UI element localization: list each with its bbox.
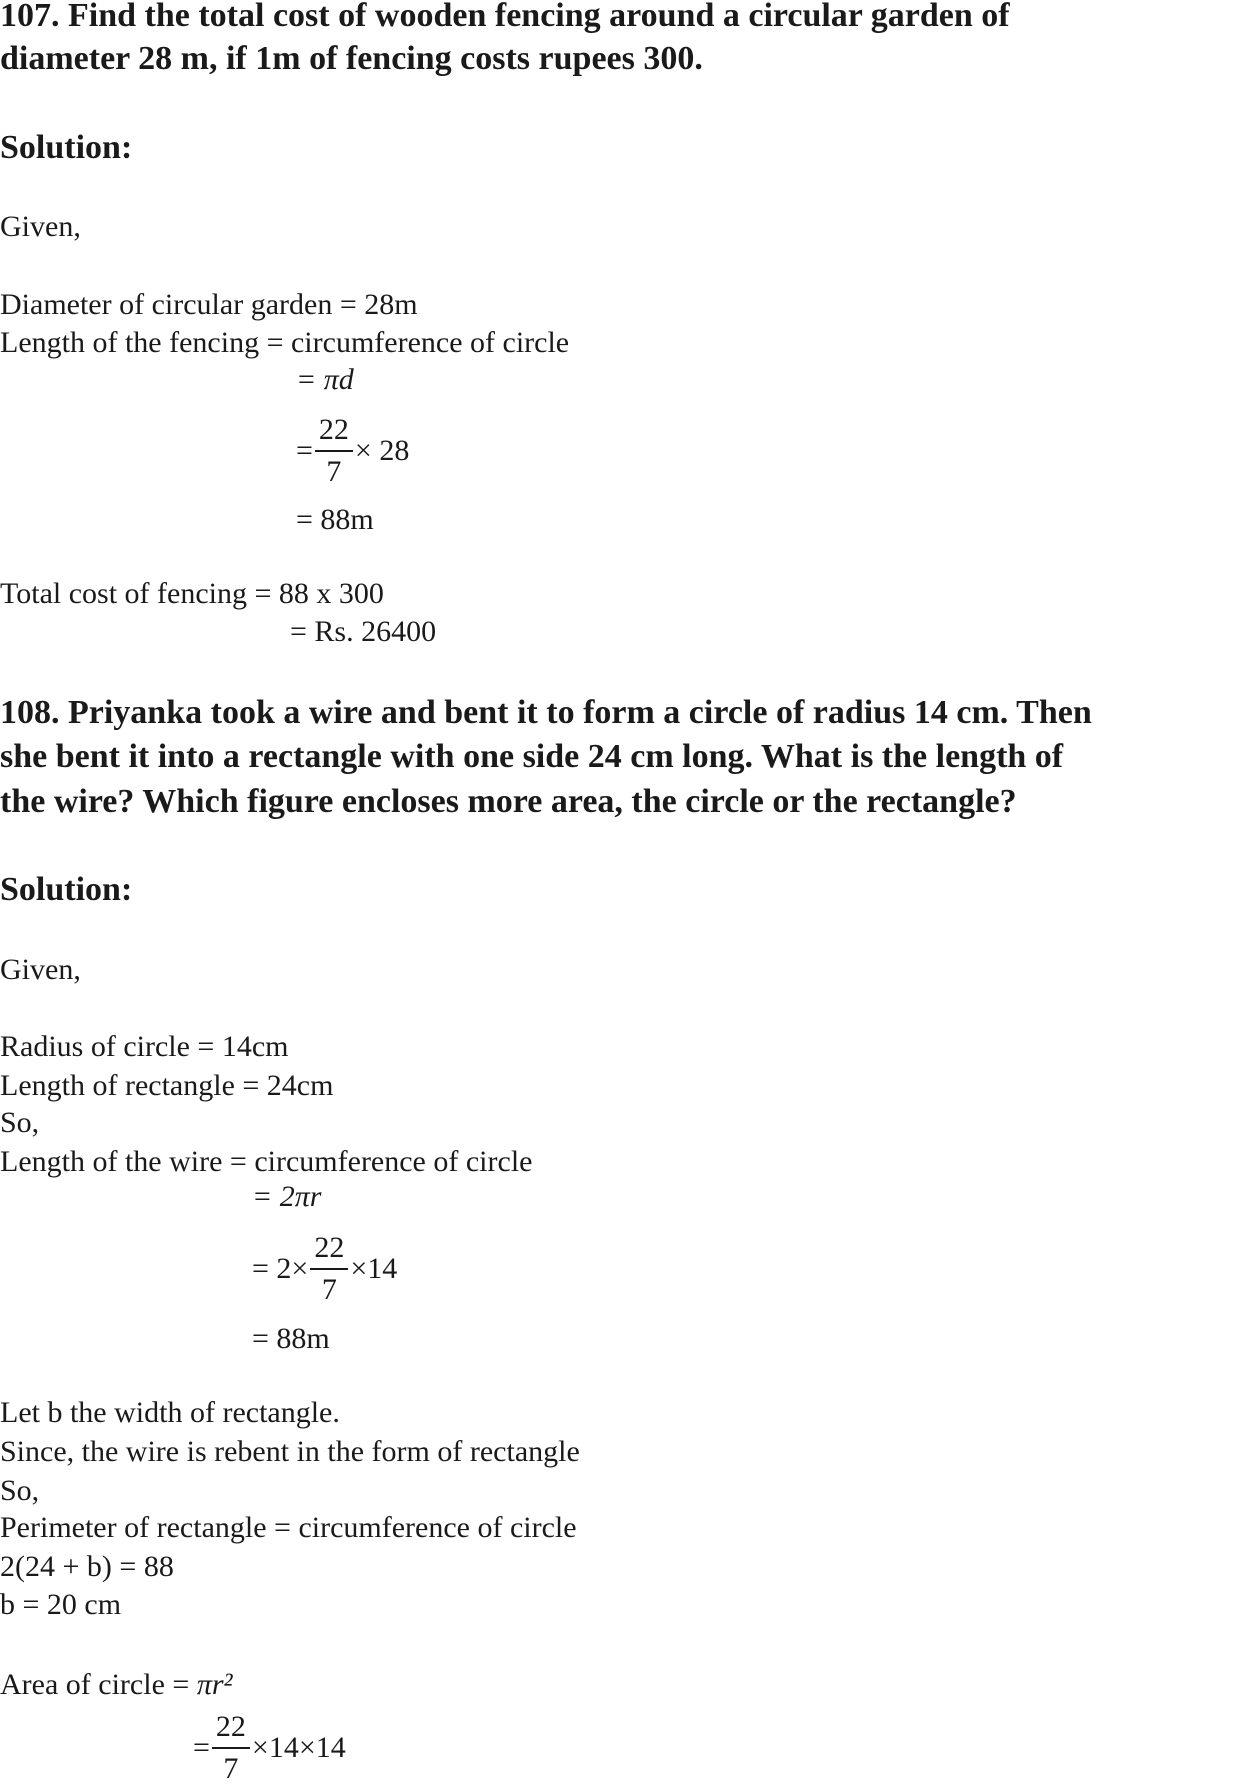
q107-step2-post: × 28 [354, 434, 410, 467]
fraction [310, 1228, 348, 1310]
q107-step2 [296, 410, 409, 492]
q108-a2-pre: = [193, 1731, 210, 1764]
q107-title-line2: diameter 28 m, if 1m of fencing costs rupees 300. [0, 40, 703, 77]
q107-length: Length of the fencing = circumference of circle [0, 326, 570, 359]
q107-cost-result: = Rs. 26400 [290, 615, 437, 648]
q107-given: Given, [0, 210, 81, 243]
q108-rect-length: Length of rectangle = 24cm [0, 1069, 334, 1102]
q107-diameter: Diameter of circular garden = 28m [0, 288, 418, 321]
q107-title-line1: 107. Find the total cost of wooden fencing around a circular garden of [0, 0, 1010, 34]
q108-title-line3: the wire? Which figure encloses more area, the circle or the rectangle? [0, 783, 1017, 820]
denominator: 7 [321, 1273, 337, 1306]
q108-let-b: Let b the width of rectangle. [0, 1396, 340, 1429]
numerator: 22 [310, 1228, 348, 1270]
q107-solution-heading: Solution: [0, 129, 133, 166]
fraction [315, 410, 353, 492]
q108-so: So, [0, 1106, 40, 1139]
numerator: 22 [212, 1707, 250, 1749]
q107-step3: = 88m [296, 503, 374, 536]
q108-w3: = 88m [252, 1322, 330, 1355]
q108-area-label: Area of circle = [0, 1668, 197, 1701]
q108-given: Given, [0, 953, 81, 986]
q108-a2 [193, 1707, 346, 1789]
q108-since: Since, the wire is rebent in the form of rectangle [0, 1435, 580, 1468]
q108-so2: So, [0, 1474, 40, 1507]
q108-a2-post: ×14×14 [251, 1731, 346, 1764]
numerator: 22 [315, 410, 353, 452]
q108-w2 [252, 1228, 397, 1310]
q108-eq1: 2(24 + b) = 88 [0, 1550, 174, 1583]
q108-eq2: b = 20 cm [0, 1588, 122, 1621]
q108-perimeter: Perimeter of rectangle = circumference of circle [0, 1511, 577, 1544]
q107-step1: = πd [296, 363, 354, 396]
q108-w2-post: ×14 [350, 1252, 398, 1285]
q108-radius: Radius of circle = 14cm [0, 1030, 289, 1063]
q108-w1: = 2πr [252, 1180, 322, 1213]
q108-wire: Length of the wire = circumference of circle [0, 1145, 533, 1178]
q108-title-line1: 108. Priyanka took a wire and bent it to form a circle of radius 14 cm. Then [0, 694, 1092, 731]
q107-step2-pre: = [296, 434, 313, 467]
q108-title-line2: she bent it into a rectangle with one side 24 cm long. What is the length of [0, 738, 1064, 775]
q108-area-formula: πr² [196, 1668, 233, 1701]
q107-cost: Total cost of fencing = 88 x 300 [0, 577, 384, 610]
denominator: 7 [326, 455, 342, 488]
denominator: 7 [223, 1752, 239, 1785]
fraction [212, 1707, 250, 1789]
q108-w2-pre: = 2× [252, 1252, 309, 1285]
q108-area [0, 1667, 233, 1703]
q108-solution-heading: Solution: [0, 871, 133, 908]
